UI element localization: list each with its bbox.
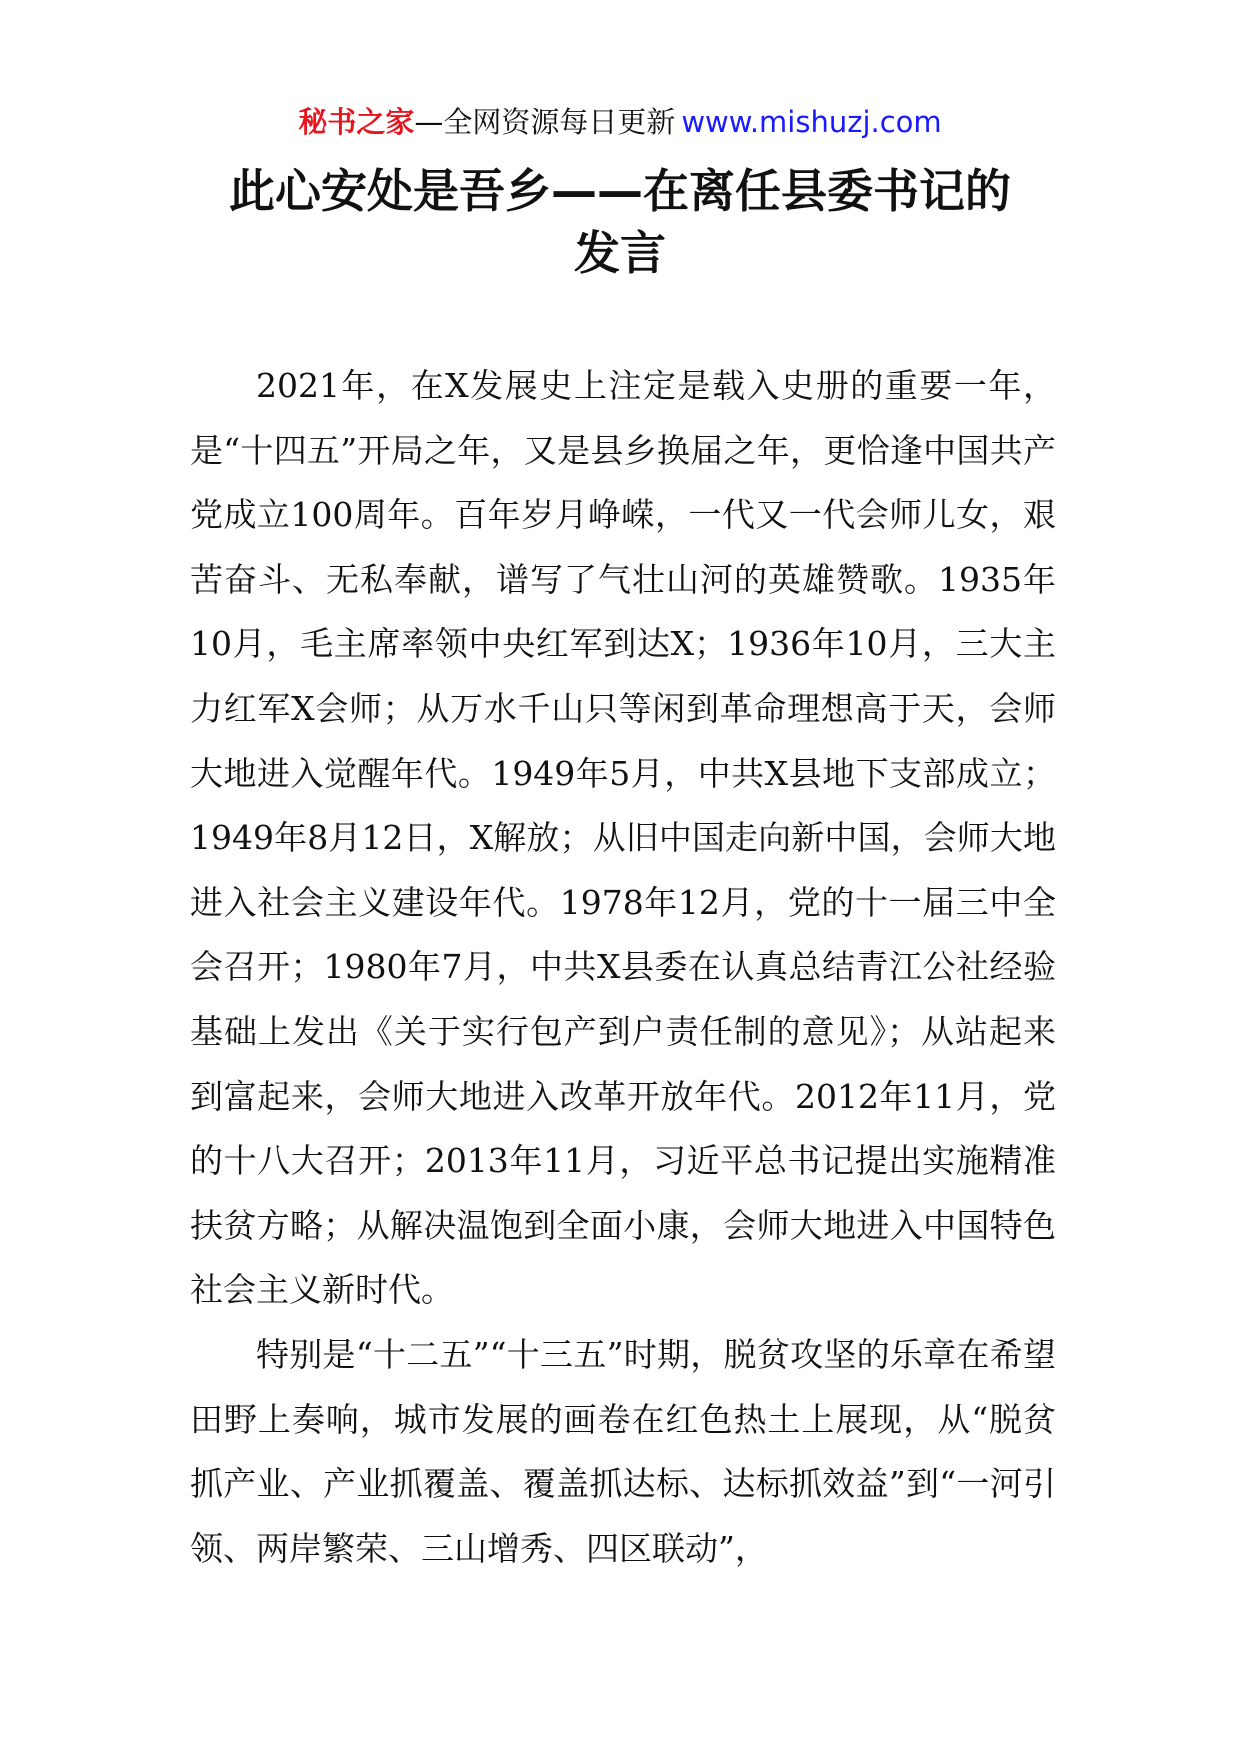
document-title bbox=[100, 160, 1140, 284]
site-header bbox=[0, 102, 1240, 142]
paragraph-1: 2021年，在X发展史上注定是载入史册的重要一年，是“十四五”开局之年，又是县乡换届之年，更恰逢中国共产党成立100周年。百年岁月峥嵘，一代又一代会师儿女，艰苦奋斗、无私奉献，谱写了气壮山河的英雄赞歌。1935年10月，毛主席率领中央红军到达X；1936年10月，三大主力红军X会师；从万水千山只等闲到革命理想高于天，会师大地进入觉醒年代。1949年5月，中共X县地下支部成立；1949年8月12日，X解放；从旧中国走向新中国，会师大地进入社会主义建设年代。1978年12月，党的十一届三中全会召开；1980年7月，中共X县委在认真总结青江公社经验基础上发出《关于实行包产到户责任制的意见》；从站起来到富起来，会师大地进入改革开放年代。2012年11月，党的十八大召开；2013年11月，习近平总书记提出实施精准扶贫方略；从解决温饱到全面小康，会师大地进入中国特色社会主义新时代。 bbox=[190, 366, 1056, 1310]
site-url-link[interactable]: www.mishuzj.com bbox=[681, 105, 942, 139]
document-body bbox=[190, 354, 1056, 1581]
site-brand: 秘书之家 bbox=[298, 105, 415, 139]
document-title-line-2: 发言 bbox=[574, 226, 666, 280]
document-title-line-1: 此心安处是吾乡——在离任县委书记的 bbox=[229, 164, 1011, 218]
site-tagline: —全网资源每日更新 bbox=[414, 105, 676, 139]
paragraph-2: 特别是“十二五”“十三五”时期，脱贫攻坚的乐章在希望田野上奏响，城市发展的画卷在红色热土上展现，从“脱贫抓产业、产业抓覆盖、覆盖抓达标、达标抓效益”到“一河引领、两岸繁荣、三山增秀、四区联动”， bbox=[190, 1334, 1056, 1568]
